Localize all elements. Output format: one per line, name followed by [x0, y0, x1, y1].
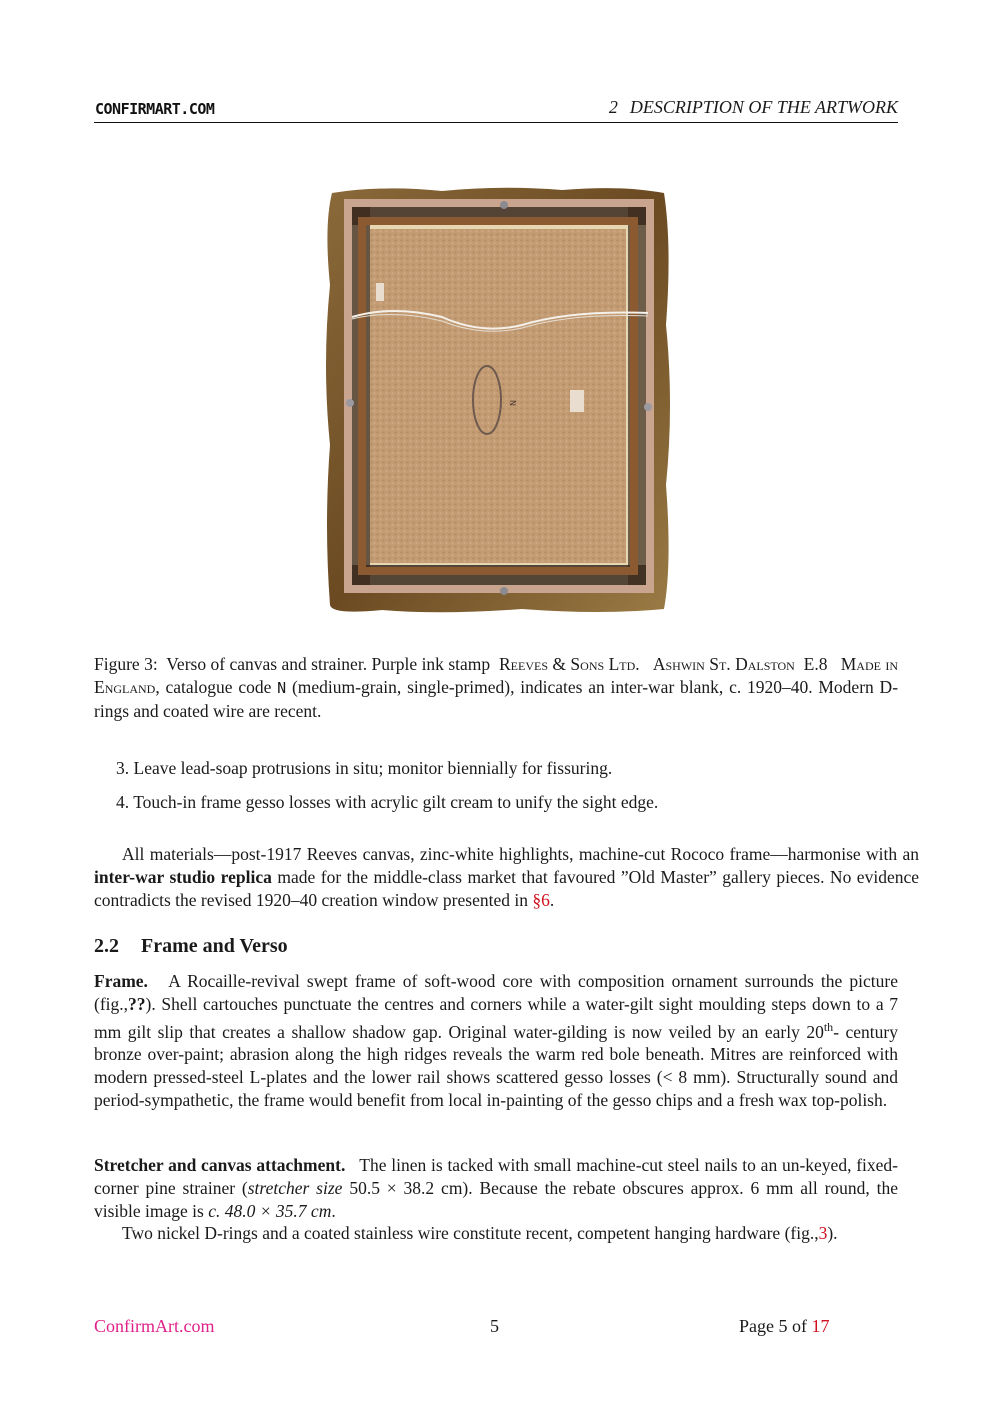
- para-text: Two nickel D-rings and a coated stainless wire constitute recent, competent hanging hardware (fig.,: [122, 1223, 819, 1243]
- stretcher-lead: Stretcher and canvas attachment.: [94, 1155, 346, 1175]
- summary-paragraph: All materials—post-1917 Reeves canvas, zinc-white highlights, machine-cut Rococo frame—harmonise with an inter-war studio replica made for the middle-class market that favoured ”Old Master” gallery pieces. No evidence contradicts the revised 1920–40 creation window presented in §6.: [94, 844, 919, 910]
- para-italic: c. 48.0 × 35.7 cm: [208, 1200, 332, 1221]
- d-ring-right: [644, 403, 652, 411]
- caption-text-1: Verso of canvas and strainer. Purple ink stamp: [166, 654, 491, 674]
- list-item: [116, 758, 612, 779]
- para-text: 50.5 × 38.2 cm). Because the rebate obscures approx. 6 mm all round, the visible image is: [94, 1177, 899, 1221]
- figure-caption: [94, 653, 898, 722]
- stretcher-paragraph: Stretcher and canvas attachment. The linen is tacked with small machine-cut steel nails to an un-keyed, fixed-corner pine strainer (stretcher size 50.5 × 38.2 cm). Because the rebate obscures approx. 6 mm all round, the visible image is c. 48.0 × 35.7 cm.: [94, 1155, 899, 1221]
- caption-prefix: Figure 3:: [94, 654, 158, 674]
- footer-page-number: 5: [490, 1316, 499, 1336]
- caption-stamp-address: Ashwin St. Dalston: [652, 654, 795, 674]
- caption-text-3: (medium-grain, single-primed), indicates an inter-war blank, c. 1920–40. Modern D-rings and coated wire are recent.: [94, 676, 899, 721]
- caption-stamp-postcode: E.8: [803, 654, 828, 674]
- para-text: A Rocaille-revival swept frame of soft-wood core with composition ornament surrounds the picture (fig.,: [94, 971, 898, 1014]
- caption-code: N: [277, 678, 287, 697]
- caption-stamp-maker: Reeves & Sons Ltd.: [498, 654, 640, 674]
- footer-site-link[interactable]: ConfirmArt.com: [94, 1316, 215, 1336]
- caption-text-2: , catalogue code: [155, 676, 272, 697]
- caption-stamp-origin: Made in England: [94, 654, 899, 697]
- figure-verso-photo: [322, 185, 672, 615]
- superscript: th: [823, 1019, 834, 1034]
- list-item-number: 4.: [116, 792, 130, 812]
- list-item-number: 3.: [116, 758, 130, 778]
- footer-page-count: Page 5 of 17: [739, 1316, 830, 1336]
- header-section-name: DESCRIPTION OF THE ARTWORK: [629, 97, 898, 117]
- para-text: All materials—post-1917 Reeves canvas, zinc-white highlights, machine-cut Rococo frame—harmonise with an: [122, 844, 919, 864]
- para-italic: stretcher size: [247, 1177, 343, 1198]
- section-heading: [94, 935, 288, 958]
- para-bold: inter-war studio replica: [94, 866, 272, 887]
- svg-text:N: N: [508, 400, 517, 406]
- figure-ref-link[interactable]: 3: [818, 1223, 828, 1243]
- header-rule: [94, 122, 898, 123]
- canvas-back: [370, 229, 626, 563]
- list-item-text: Touch-in frame gesso losses with acrylic gilt cream to unify the sight edge.: [133, 792, 659, 812]
- header-logo: CONFIRMART.COM: [95, 100, 215, 118]
- frame-paragraph: [94, 970, 898, 1112]
- para-text: - century bronze over-paint; abrasion along the high ridges reveals the warm red bole beneath. Mitres are reinforced with modern pressed-steel L-plates and the lower rail shows scattered gesso losses (< 8 mm). Structurally sound and period-sympathetic, the frame would benefit from local in-painting of the gesso chips and a fresh wax top-polish.: [94, 1021, 898, 1110]
- list-item: [116, 792, 658, 813]
- para-text: The linen is tacked with small machine-cut steel nails to an un-keyed, fixed-corner pine strainer (: [94, 1155, 898, 1198]
- frame-lead: Frame.: [94, 971, 148, 991]
- section-ref-link[interactable]: §6: [532, 889, 550, 910]
- d-ring-left: [346, 399, 354, 407]
- list-item-text: Leave lead-soap protrusions in situ; monitor biennially for fissuring.: [133, 758, 613, 778]
- header-section-number: 2: [608, 97, 618, 117]
- hardware-paragraph: Two nickel D-rings and a coated stainless wire constitute recent, competent hanging hardware (fig.,3).: [122, 1223, 838, 1243]
- section-number: 2.2: [94, 935, 119, 957]
- header-section-title: [609, 97, 898, 118]
- para-text: ). Shell cartouches punctuate the centres and corners while a water-gilt sight moulding steps down to a 7 mm gilt slip that creates a shallow shadow gap. Original water-gilding is now veiled by an early 20: [94, 993, 898, 1042]
- footer-total-pages-link[interactable]: 17: [811, 1316, 830, 1336]
- section-title: Frame and Verso: [141, 935, 288, 957]
- figure-ref-missing[interactable]: ??: [128, 993, 146, 1014]
- para-text: made for the middle-class market that favoured ”Old Master” gallery pieces. No evidence contradicts the revised 1920–40 creation window presented in: [94, 866, 919, 910]
